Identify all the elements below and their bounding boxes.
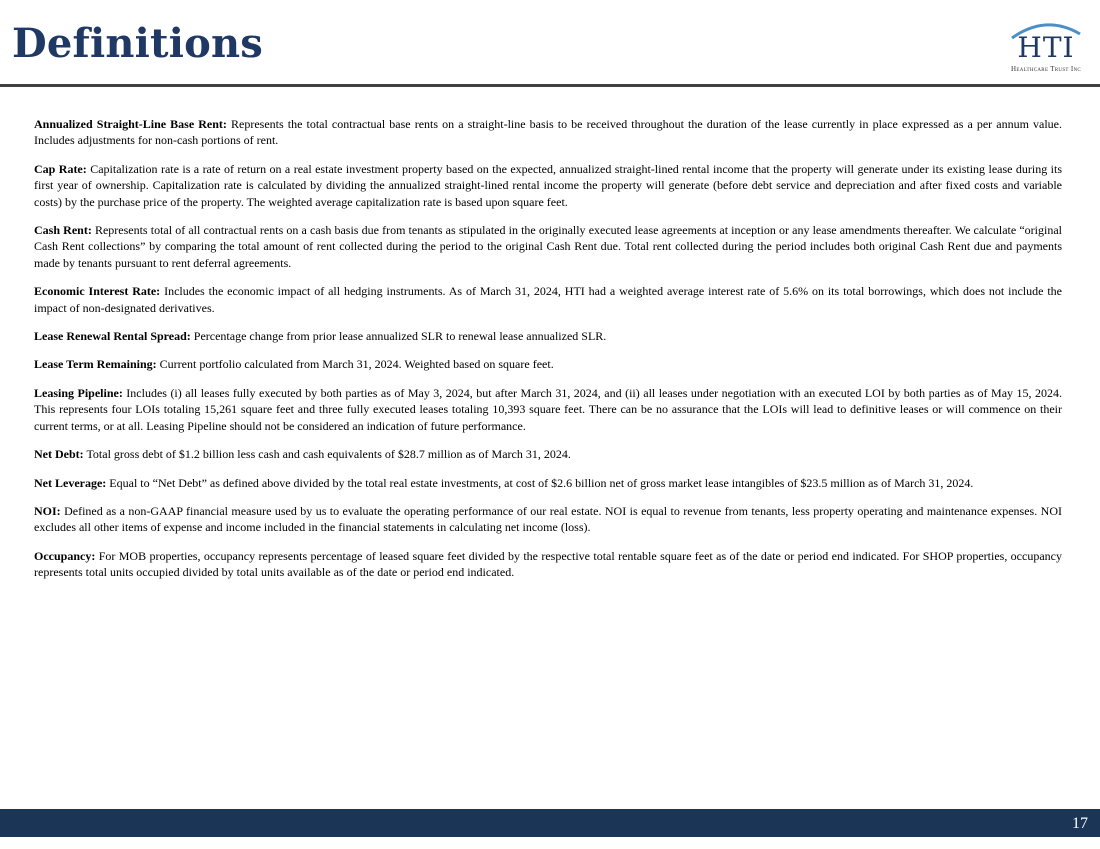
definition-term: NOI: bbox=[34, 503, 61, 518]
definition-text: Includes (i) all leases fully executed by both parties as of May 3, 2024, but after March 31, 2024, and (ii) all leases under negotiation with an executed LOI by both parties as of May 15, 2024. This represents four LOIs totaling 15,261 square feet and three fully executed leases totaling 10,393 square feet. There can be no assurance that the LOIs will lead to definitive leases or will commence on their current terms, or at all. Leasing Pipeline should not be considered an indication of future performance. bbox=[34, 385, 1062, 433]
header-divider bbox=[0, 84, 1100, 87]
definition-term: Lease Renewal Rental Spread: bbox=[34, 329, 191, 344]
definition-text: Represents total of all contractual rents on a cash basis due from tenants as stipulated in the originally executed lease agreements at inception or any lease amendments thereafter. We calculate “original Cash Rent collections” by comparing the total amount of rent collected during the period to the original Cash Rent due. Total rent collected during the period includes both original Cash Rent due and payments made by tenants pursuant to rent deferral agreements. bbox=[34, 223, 1062, 270]
definition-term: Lease Term Remaining: bbox=[34, 357, 157, 372]
definition-item bbox=[34, 503, 1062, 536]
page-title: Definitions bbox=[12, 20, 263, 67]
definition-term: Net Debt: bbox=[34, 447, 84, 462]
definition-text: Capitalization rate is a rate of return on a real estate investment property based on the expected, annualized straight-lined rental income that the property will generate under its existing lease during its first year of ownership. Capitalization rate is calculated by dividing the annualized straight-lined rental income the property will generate (before debt service and depreciation and after fixed costs and variable costs) by the purchase price of the property. The weighted average capitalization rate is based upon square feet. bbox=[34, 161, 1062, 209]
definition-term: Leasing Pipeline: bbox=[34, 385, 123, 400]
definition-item bbox=[34, 222, 1062, 271]
definition-item bbox=[34, 328, 1062, 344]
definition-item bbox=[34, 161, 1062, 210]
definition-text: Defined as a non-GAAP financial measure used by us to evaluate the operating performance of our real estate. NOI is equal to revenue from tenants, less property operating and maintenance expenses. NOI excludes all other items of expense and income included in the financial statements in calculating net income (loss). bbox=[34, 503, 1062, 535]
definition-item bbox=[34, 356, 1062, 372]
definition-item bbox=[34, 548, 1062, 581]
definition-item bbox=[34, 385, 1062, 434]
definition-text: Represents the total contractual base rents on a straight-line basis to be received throughout the duration of the lease currently in place expressed as a per annum value. Includes adjustments for non-cash portions of rent. bbox=[34, 117, 1062, 148]
definition-term: Occupancy: bbox=[34, 548, 96, 563]
footer-bar bbox=[0, 809, 1100, 837]
definition-text: Equal to “Net Debt” as defined above divided by the total real estate investments, at cost of $2.6 billion net of gross market lease intangibles of $23.5 million as of March 31, 2024. bbox=[106, 475, 974, 490]
definition-text: Total gross debt of $1.2 billion less cash and cash equivalents of $28.7 million as of March 31, 2024. bbox=[83, 447, 571, 462]
page-number: 17 bbox=[1072, 815, 1088, 832]
definition-term: Economic Interest Rate: bbox=[34, 284, 161, 299]
definition-item bbox=[34, 116, 1062, 149]
logo-text: HTI bbox=[1017, 31, 1075, 64]
definition-text: For MOB properties, occupancy represents percentage of leased square feet divided by the respective total rentable square feet as of the date or period end indicated. For SHOP properties, occupancy represents total units occupied divided by total units available as of the date or period end indicated. bbox=[34, 548, 1062, 580]
definition-item bbox=[34, 475, 1062, 491]
definition-term: Cash Rent: bbox=[34, 223, 92, 238]
definition-text: Includes the economic impact of all hedging instruments. As of March 31, 2024, HTI had a weighted average interest rate of 5.6% on its total borrowings, which does not include the impact of non-designated derivatives. bbox=[34, 284, 1062, 315]
definition-item bbox=[34, 446, 1062, 462]
definition-term: Annualized Straight-Line Base Rent: bbox=[34, 117, 227, 131]
definition-term: Cap Rate: bbox=[34, 161, 87, 176]
definition-term: Net Leverage: bbox=[34, 475, 107, 490]
definition-item bbox=[34, 283, 1062, 316]
company-logo bbox=[1000, 20, 1092, 78]
definition-text: Current portfolio calculated from March 31, 2024. Weighted based on square feet. bbox=[156, 357, 554, 372]
header bbox=[0, 0, 1100, 88]
definitions-list bbox=[34, 116, 1062, 593]
logo-subtitle: Healthcare Trust Inc bbox=[1010, 65, 1082, 73]
definition-text: Percentage change from prior lease annualized SLR to renewal lease annualized SLR. bbox=[190, 329, 607, 344]
